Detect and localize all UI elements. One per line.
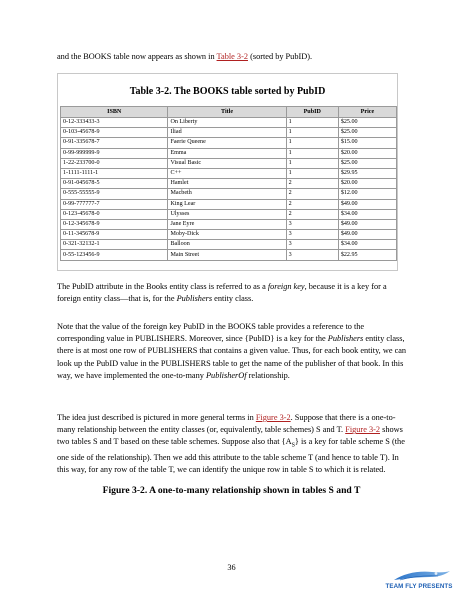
table-row (61, 189, 397, 199)
table-row (61, 118, 397, 128)
table-row (61, 168, 397, 178)
cell-isbn: 0-55-123456-9 (61, 250, 168, 260)
cell-pubid: 1 (286, 138, 338, 148)
cell-pubid: 1 (286, 128, 338, 138)
cell-isbn: 0-321-32132-1 (61, 240, 168, 250)
table-row (61, 138, 397, 148)
p1-text-b: , because it is a key for a foreign entity class—that is, for the (57, 282, 387, 304)
cell-isbn: 0-12-333433-3 (61, 118, 168, 128)
cell-title: Iliad (168, 128, 286, 138)
p3-text-a: The idea just described is pictured in more general terms in (57, 413, 256, 422)
figure-3-2-link-2[interactable]: Figure 3-2 (345, 425, 381, 435)
cell-price: $15.00 (338, 138, 396, 148)
cell-price: $12.00 (338, 189, 396, 199)
cell-price: $20.00 (338, 148, 396, 158)
p2-text-a: Note that the value of the foreign key PubID in the BOOKS table provides a reference to the corresponding value in PUBLISHERS. Moreover, since {PubID} is a key for the (57, 322, 365, 344)
cell-price: $25.00 (338, 128, 396, 138)
table-body (61, 118, 397, 261)
table-row (61, 199, 397, 209)
p3-text-d: } is a key for table scheme S (the one side of the relationship). Then we add this attribute to the table scheme T (and hence to table T). In this way, for any row of the table T, we can identify the unique row in table S to which it is related. (57, 437, 405, 475)
p1-text-a: The PubID attribute in the Books entity class is referred to as a (57, 282, 268, 291)
cell-title: King Lear (168, 199, 286, 209)
cell-isbn: 0-91-045678-5 (61, 179, 168, 189)
table-3-2-link[interactable]: Table 3-2 (216, 52, 248, 61)
table-title: Table 3-2. The BOOKS table sorted by PubID (129, 86, 326, 97)
cell-title: Moby-Dick (168, 230, 286, 240)
cell-isbn: 0-103-45678-9 (61, 128, 168, 138)
cell-title: Hamlet (168, 179, 286, 189)
table-row (61, 219, 397, 229)
cell-isbn: 0-123-45678-0 (61, 209, 168, 219)
cell-price: $49.00 (338, 219, 396, 229)
p3-text-b: . Suppose that there is a one-to-many relationship between the entity classes (or, equivalently, table schemes) S and T. (57, 413, 396, 435)
cell-title: Ulysses (168, 209, 286, 219)
cell-title: Main Street (168, 250, 286, 260)
intro-text-before: and the BOOKS table now appears as shown in (57, 52, 217, 61)
table-row (61, 250, 397, 260)
figure-caption: Figure 3-2. A one-to-many relationship shown in tables S and T (102, 485, 361, 496)
cell-price: $34.00 (338, 240, 396, 250)
cell-price: $25.00 (338, 118, 396, 128)
p2-text-c: relationship. (246, 370, 290, 380)
p1-emphasis-publishers: Publishers (176, 294, 213, 304)
table-row (61, 209, 397, 219)
cell-pubid: 3 (286, 250, 338, 260)
header-pubid: PubID (286, 107, 338, 118)
table-row (61, 158, 397, 168)
cell-price: $25.00 (338, 158, 396, 168)
cell-title: C++ (168, 168, 286, 178)
table-row (61, 240, 397, 250)
cell-title: On Liberty (168, 118, 286, 128)
cell-isbn: 1-22-233700-0 (61, 158, 168, 168)
figure-3-2-link-1[interactable]: Figure 3-2 (255, 413, 291, 422)
page-number: 36 (227, 563, 236, 572)
cell-pubid: 2 (286, 189, 338, 199)
cell-isbn: 0-555-55555-9 (61, 189, 168, 199)
cell-price: $49.00 (338, 230, 396, 240)
cell-price: $34.00 (338, 209, 396, 219)
cell-pubid: 1 (286, 168, 338, 178)
table-row (61, 179, 397, 189)
cell-pubid: 2 (286, 199, 338, 209)
cell-title: Visual Basic (168, 158, 286, 168)
p1-emphasis-foreign-key: foreign key (267, 282, 305, 291)
cell-isbn: 0-12-345678-9 (61, 219, 168, 229)
header-isbn: ISBN (61, 107, 168, 118)
cell-isbn: 0-91-335678-7 (61, 138, 168, 148)
p2-emphasis-publisherof: PublisherOf (205, 370, 247, 380)
cell-isbn: 0-11-345678-9 (61, 230, 168, 240)
p1-text-c: entity class. (212, 294, 254, 304)
paragraph-reference (57, 321, 409, 382)
team-fly-logo[interactable] (384, 569, 454, 595)
cell-title: Jane Eyre (168, 219, 286, 229)
cell-title: Balloon (168, 240, 286, 250)
cell-title: Macbeth (168, 189, 286, 199)
flyheart-logo-icon (392, 569, 452, 583)
table-row (61, 128, 397, 138)
cell-pubid: 3 (286, 219, 338, 229)
books-table (60, 106, 397, 261)
header-title: Title (168, 107, 286, 118)
header-price: Price (338, 107, 396, 118)
cell-title: Emma (168, 148, 286, 158)
cell-pubid: 1 (286, 158, 338, 168)
cell-price: $22.95 (338, 250, 396, 260)
cell-price: $49.00 (338, 199, 396, 209)
table-row (61, 230, 397, 240)
intro-text-after: (sorted by PubID). (248, 52, 313, 61)
paragraph-foreign-key (57, 281, 409, 305)
intro-text (57, 51, 407, 62)
p2-emphasis-publishers: Publishers (327, 334, 364, 344)
cell-isbn: 0-99-999999-9 (61, 148, 168, 158)
cell-title: Faerie Queene (168, 138, 286, 148)
cell-pubid: 3 (286, 240, 338, 250)
p3-subscript-s: S (291, 443, 295, 450)
cell-pubid: 2 (286, 209, 338, 219)
table-header-row (61, 107, 397, 118)
books-table-container (57, 73, 398, 271)
paragraph-figure-reference (57, 412, 409, 477)
table-row (61, 148, 397, 158)
cell-pubid: 1 (286, 118, 338, 128)
cell-price: $29.95 (338, 168, 396, 178)
cell-pubid: 1 (286, 148, 338, 158)
cell-pubid: 2 (286, 179, 338, 189)
cell-isbn: 0-99-777777-7 (61, 199, 168, 209)
logo-caption: TEAM FLY PRESENTS (385, 583, 453, 590)
cell-pubid: 3 (286, 230, 338, 240)
p2-text-b: entity class, there is at most one row of PUBLISHERS that contains a given value. Thus, for each book entity, we can look up the PubID value in the PUBLISHERS table to get the name of the publisher of that book. In this way, we have implemented the one-to-many (57, 334, 407, 380)
p3-text-c: shows two tables S and T based on these table schemes. Suppose also that {A (57, 425, 403, 447)
cell-isbn: 1-1111-1111-1 (61, 168, 168, 178)
cell-price: $20.00 (338, 179, 396, 189)
